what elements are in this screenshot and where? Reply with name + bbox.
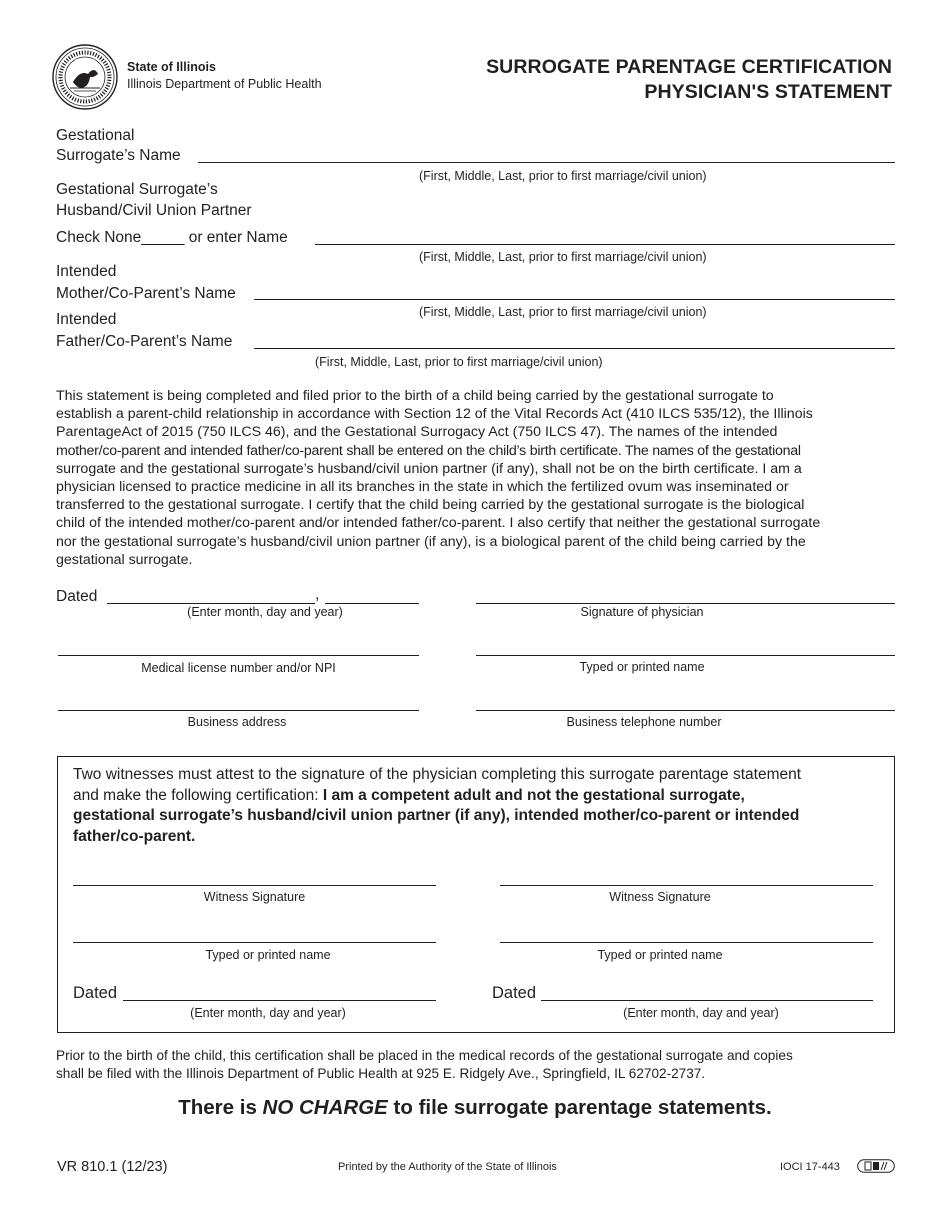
business-phone-caption: Business telephone number	[566, 715, 722, 729]
no-charge-emphasis: NO CHARGE	[262, 1096, 388, 1119]
form-number: VR 810.1 (12/23)	[57, 1159, 168, 1175]
witness-1-signature-field[interactable]	[73, 885, 436, 886]
partner-label-1: Gestational Surrogate’s	[56, 181, 218, 198]
witness-1-dated-label: Dated	[73, 984, 118, 1002]
form-title: SURROGATE PARENTAGE CERTIFICATION	[486, 56, 892, 78]
business-phone-field[interactable]	[476, 710, 895, 711]
statement-line: ParentageAct of 2015 (750 ILCS 46), and the Gestational Surrogacy Act (750 ILCS 47). The names of the intended	[56, 424, 778, 441]
statement-line: surrogate and the gestational surrogate’s husband/civil union partner (if any), shall not be on the birth certificate. I am a	[56, 460, 802, 477]
witness-text-bold: I am a competent adult and not the gestational surrogate,	[322, 786, 745, 804]
father-label-1: Intended	[56, 311, 117, 328]
filing-instructions	[56, 1047, 896, 1083]
statement-line: gestational surrogate.	[56, 551, 193, 568]
no-charge-post: to file surrogate parentage statements.	[387, 1096, 772, 1119]
statement-line: child of the intended mother/co-parent and/or intended father/co-parent. I also certify that neither the gestational surrogate	[56, 515, 821, 532]
statement-line: transferred to the gestational surrogate. I certify that the child being carried by the gestational surrogate is the biological	[56, 497, 805, 514]
statement-paragraph	[56, 387, 896, 569]
agency-name: State of Illinois	[127, 60, 216, 74]
form-subtitle: PHYSICIAN'S STATEMENT	[644, 81, 892, 103]
witness-1-typed-name-caption: Typed or printed name	[205, 948, 331, 962]
filing-instructions-line: Prior to the birth of the child, this certification shall be placed in the medical records of the gestational surrogate and copies	[56, 1048, 793, 1063]
father-label-2: Father/Co-Parent’s Name	[56, 333, 233, 350]
license-number-field[interactable]	[58, 655, 419, 656]
printed-by: Printed by the Authority of the State of Illinois	[338, 1161, 557, 1173]
business-address-caption: Business address	[187, 715, 287, 729]
statement-line: establish a parent-child relationship in accordance with Section 12 of the Vital Records Act (410 ILCS 535/12), the Illinois	[56, 406, 813, 423]
surrogate-name-field[interactable]	[198, 162, 895, 163]
business-address-field[interactable]	[58, 710, 419, 711]
statement-line: mother/co-parent and intended father/co-parent shall be entered on the child’s birth certificate. The names of the gestational	[56, 442, 801, 459]
physician-date-hint: (Enter month, day and year)	[187, 605, 343, 619]
mother-label-1: Intended	[56, 263, 117, 280]
mother-name-hint: (First, Middle, Last, prior to first marriage/civil union)	[419, 305, 707, 319]
witness-text-plain: and make the following certification:	[73, 786, 323, 804]
surrogate-name-label-1: Gestational	[56, 127, 135, 144]
department-name: Illinois Department of Public Health	[127, 77, 322, 91]
mother-label-2: Mother/Co-Parent’s Name	[56, 285, 236, 302]
no-charge-pre: There is	[178, 1096, 263, 1119]
witness-1-signature-caption: Witness Signature	[203, 890, 306, 904]
physician-typed-name-caption: Typed or printed name	[579, 660, 705, 674]
ioci-number: IOCI 17-443	[780, 1161, 840, 1173]
mother-name-field[interactable]	[254, 299, 895, 300]
date-comma: ,	[315, 586, 320, 603]
witness-2-typed-name-field[interactable]	[500, 942, 873, 943]
statement-line: This statement is being completed and filed prior to the birth of a child being carried by the gestational surrogate to	[56, 388, 774, 404]
physician-typed-name-field[interactable]	[476, 655, 895, 656]
no-charge-notice	[0, 1096, 950, 1120]
witness-text-line: gestational surrogate’s husband/civil union partner (if any), intended mother/co-parent or intended	[73, 807, 800, 825]
witness-text-line: Two witnesses must attest to the signature of the physician completing this surrogate parentage statement	[73, 766, 802, 783]
witness-certification-text	[73, 765, 883, 847]
partner-label-2: Husband/Civil Union Partner	[56, 202, 252, 219]
witness-1-date-hint: (Enter month, day and year)	[190, 1006, 346, 1020]
physician-signature-caption: Signature of physician	[580, 605, 704, 619]
check-none-label: Check None_____ or enter Name	[56, 229, 288, 246]
witness-2-date-field[interactable]	[541, 1000, 873, 1001]
witness-2-signature-field[interactable]	[500, 885, 873, 886]
witness-2-dated-label: Dated	[492, 984, 537, 1002]
witness-text-line: father/co-parent.	[73, 827, 196, 845]
license-number-caption: Medical license number and/or NPI	[141, 661, 336, 675]
partner-name-field[interactable]	[315, 244, 895, 245]
physician-year-field[interactable]	[325, 603, 419, 604]
union-bug-icon	[857, 1159, 895, 1173]
surrogate-name-hint: (First, Middle, Last, prior to first marriage/civil union)	[419, 169, 707, 183]
physician-date-field[interactable]	[107, 603, 315, 604]
witness-2-date-hint: (Enter month, day and year)	[623, 1006, 779, 1020]
partner-name-hint: (First, Middle, Last, prior to first marriage/civil union)	[419, 250, 707, 264]
father-name-field[interactable]	[254, 348, 895, 349]
witness-1-typed-name-field[interactable]	[73, 942, 436, 943]
state-seal-icon	[52, 44, 118, 110]
witness-text-line	[73, 786, 883, 807]
filing-instructions-line: shall be filed with the Illinois Department of Public Health at 925 E. Ridgely Ave., Springfield, IL 62702-2737.	[56, 1066, 706, 1082]
statement-line: nor the gestational surrogate’s husband/civil union partner (if any), is a biological parent of the child being carried by the	[56, 533, 806, 550]
witness-2-signature-caption: Witness Signature	[609, 890, 711, 904]
witness-2-typed-name-caption: Typed or printed name	[597, 948, 723, 962]
witness-1-date-field[interactable]	[123, 1000, 436, 1001]
physician-signature-field[interactable]	[476, 603, 895, 604]
physician-dated-label: Dated	[56, 588, 98, 605]
father-name-hint: (First, Middle, Last, prior to first marriage/civil union)	[315, 355, 603, 369]
statement-line: physician licensed to practice medicine in all its branches in the state in which the fertilized ovum was inseminated or	[56, 479, 789, 496]
surrogate-name-label-2: Surrogate’s Name	[56, 147, 181, 164]
